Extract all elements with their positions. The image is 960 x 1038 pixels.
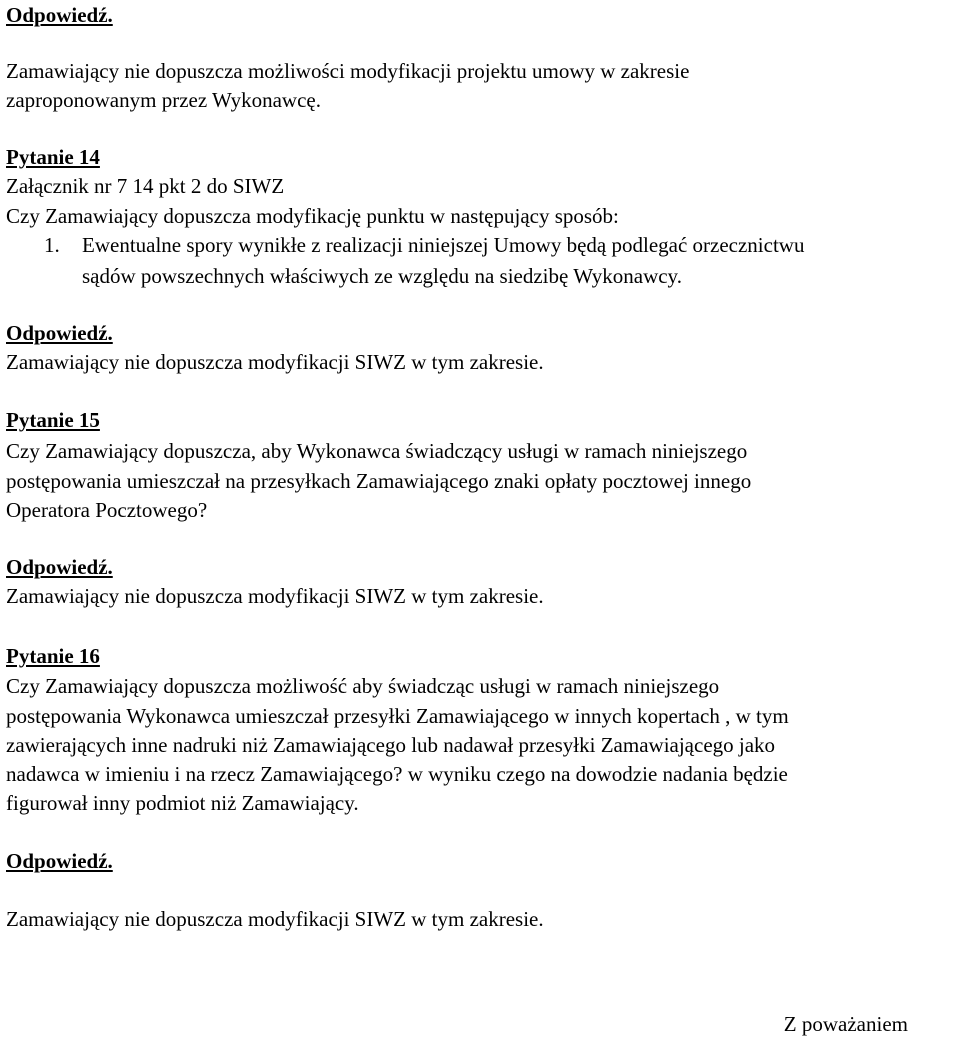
question-14-text-line: Załącznik nr 7 14 pkt 2 do SIWZ — [6, 174, 285, 198]
list-item-text: Ewentualne spory wynikłe z realizacji niniejszej Umowy będą podlegać orzecznictwu — [82, 233, 805, 257]
answer-text-line: Zamawiający nie dopuszcza możliwości modyfikacji projektu umowy w zakresie — [6, 59, 690, 83]
answer-text-line: zaproponowanym przez Wykonawcę. — [6, 88, 321, 112]
question-14-list-item — [44, 231, 804, 259]
question-16-text-line: figurował inny podmiot niż Zamawiający. — [6, 791, 359, 815]
question-16-text-line: nadawca w imieniu i na rzecz Zamawiającego? w wyniku czego na dowodzie nadania będzie — [6, 762, 788, 786]
question-16-text-line: zawierających inne nadruki niż Zamawiającego lub nadawał przesyłki Zamawiającego jako — [6, 733, 776, 757]
answer-text: Zamawiający nie dopuszcza modyfikacji SIWZ w tym zakresie. — [6, 907, 544, 931]
question-15-heading: Pytanie 15 — [6, 408, 100, 432]
question-16-text-line: postępowania Wykonawca umieszczał przesyłki Zamawiającego w innych kopertach , w tym — [6, 704, 789, 728]
answer-text: Zamawiający nie dopuszcza modyfikacji SIWZ w tym zakresie. — [6, 584, 544, 608]
answer-heading: Odpowiedź. — [6, 321, 113, 345]
answer-text: Zamawiający nie dopuszcza modyfikacji SIWZ w tym zakresie. — [6, 350, 544, 374]
list-item-number: 1. — [44, 233, 60, 257]
question-15-text-line: Czy Zamawiający dopuszcza, aby Wykonawca świadczący usługi w ramach niniejszego — [6, 439, 748, 463]
question-16-text-line: Czy Zamawiający dopuszcza możliwość aby świadcząc usługi w ramach niniejszego — [6, 674, 720, 698]
closing-signature: Z poważaniem — [783, 1012, 908, 1036]
question-15-text-line: Operatora Pocztowego? — [6, 498, 208, 522]
question-15-text-line: postępowania umieszczał na przesyłkach Zamawiającego znaki opłaty pocztowej innego — [6, 469, 752, 493]
question-16-heading: Pytanie 16 — [6, 644, 100, 668]
question-14-heading: Pytanie 14 — [6, 145, 100, 169]
question-14-text-line: Czy Zamawiający dopuszcza modyfikację punktu w następujący sposób: — [6, 204, 619, 228]
list-item-continuation: sądów powszechnych właściwych ze względu na siedzibę Wykonawcy. — [82, 264, 682, 288]
answer-heading: Odpowiedź. — [6, 3, 113, 27]
answer-heading: Odpowiedź. — [6, 555, 113, 579]
answer-heading: Odpowiedź. — [6, 849, 113, 873]
